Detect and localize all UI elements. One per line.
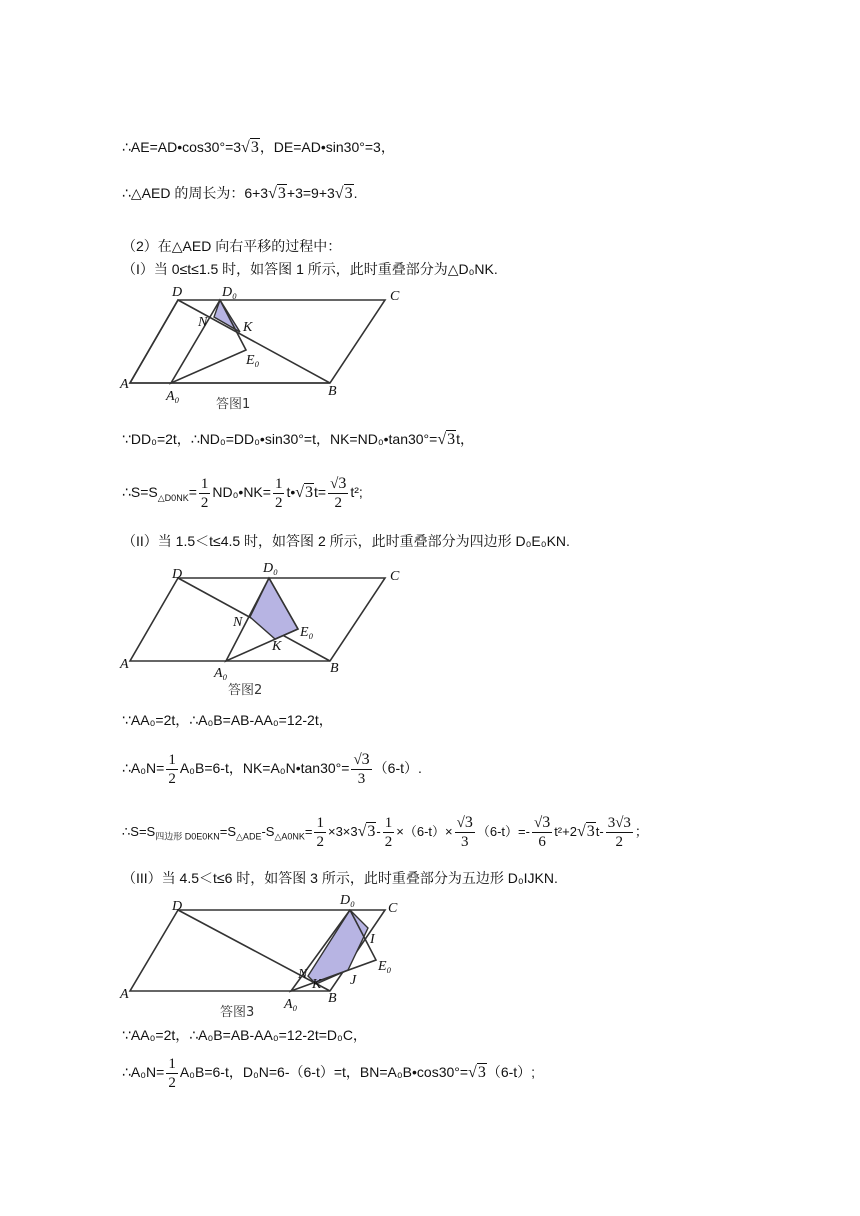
figure-3	[118, 888, 418, 1028]
text: ∴A₀N=	[122, 1064, 165, 1080]
fraction-half: $\frac{1}{2}$	[316, 815, 324, 851]
label-c: C	[390, 289, 400, 304]
overlap-pentagon	[308, 910, 368, 984]
line-ae-de	[122, 137, 395, 158]
label-i: I	[370, 932, 375, 947]
label-k: K	[272, 639, 282, 654]
label-d0: D₀	[263, 561, 278, 576]
label-b: B	[328, 991, 337, 1006]
line-aa0: ∵AA₀=2t，∴A₀B=AB-AA₀=12-2t，	[122, 712, 333, 728]
fraction-half: $\frac{1}{2}$	[168, 1055, 176, 1091]
label-n: N	[198, 315, 208, 330]
label-c: C	[390, 569, 400, 584]
text: t=	[314, 484, 327, 500]
line-area2	[122, 812, 648, 857]
text: （6-t）.	[373, 760, 422, 776]
figure-2	[118, 556, 418, 706]
text: =	[304, 824, 313, 839]
text: -	[376, 824, 381, 839]
label-d: D	[172, 285, 183, 300]
caption: 答图1	[216, 397, 251, 412]
label-e0: E₀	[378, 959, 392, 974]
sqrt-3: √3	[241, 139, 259, 156]
sqrt-3: √3	[576, 823, 595, 840]
fraction-sqrt3-over-6: $\frac{√3}{6}$	[533, 814, 551, 851]
text: t²+2	[554, 824, 577, 839]
text: t•	[286, 484, 296, 500]
line-aa0-case3: ∵AA₀=2t，∴A₀B=AB-AA₀=12-2t=D₀C，	[122, 1027, 367, 1043]
label-d0: D₀	[222, 285, 237, 300]
text: =S	[219, 824, 237, 839]
line-perimeter	[122, 183, 357, 204]
label-n: N	[233, 615, 243, 630]
label-a: A	[120, 657, 129, 672]
subscript: △A0NK	[274, 831, 305, 842]
line-case1: （I）当 0≤t≤1.5 时，如答图 1 所示，此时重叠部分为△D₀NK.	[122, 261, 498, 277]
fraction-half: $\frac{1}{2}$	[384, 815, 393, 851]
fraction-half: $\frac{1}{2}$	[200, 475, 209, 511]
label-d: D	[172, 567, 183, 582]
label-e0: E₀	[300, 625, 314, 640]
label-j: J	[350, 973, 357, 988]
line-part2: （2）在△AED 向右平移的过程中：	[122, 238, 342, 254]
text: ×（6-t）×	[396, 824, 453, 839]
text: （6-t）;	[486, 1064, 536, 1080]
text: ∴AE=AD•cos30°=3	[122, 139, 242, 155]
label-c: C	[388, 901, 398, 916]
text: ND₀•NK=	[212, 484, 271, 500]
text: ∴△AED 的周长为：6+3	[122, 185, 269, 201]
line-area1	[122, 472, 363, 518]
text: +3=9+3	[286, 185, 335, 201]
label-a0: A₀	[284, 997, 298, 1012]
line-case2: （II）当 1.5＜t≤4.5 时，如答图 2 所示，此时重叠部分为四边形 D₀E₀KN.	[122, 533, 570, 549]
sqrt-3: √3	[295, 484, 314, 501]
fraction-sqrt3-over-2: $\frac{√3}{2}$	[330, 474, 347, 511]
fraction-half: $\frac{1}{2}$	[168, 751, 176, 787]
label-e0: E₀	[246, 353, 260, 368]
text: ∵DD₀=2t，∴ND₀=DD₀•sin30°=t，NK=ND₀•tan30°=	[122, 431, 438, 447]
sqrt-3: √3	[334, 185, 353, 202]
text: ，DE=AD•sin30°=3，	[259, 139, 395, 155]
fraction-half: $\frac{1}{2}$	[274, 475, 283, 511]
subscript: △D0NK	[157, 492, 189, 503]
parallelogram	[130, 300, 385, 383]
fraction-sqrt3-over-3: $\frac{√3}{3}$	[353, 750, 370, 787]
text: t-	[595, 824, 604, 839]
triangle-aed	[130, 300, 330, 383]
line-dd0	[122, 429, 474, 450]
text: t，	[456, 431, 475, 447]
label-k: K	[243, 320, 253, 335]
label-d: D	[172, 899, 183, 914]
text: ×3×3	[327, 824, 358, 839]
text: ∴S=S	[122, 484, 158, 500]
caption: 答图3	[220, 1005, 255, 1020]
label-b: B	[328, 384, 337, 399]
text: -S	[261, 824, 275, 839]
figure-1	[118, 280, 418, 420]
label-a0: A₀	[214, 666, 228, 681]
sqrt-3: √3	[268, 185, 286, 202]
text: A₀B=6-t，NK=A₀N•tan30°=	[179, 760, 350, 776]
caption: 答图2	[228, 683, 263, 698]
line-a0n	[122, 748, 422, 788]
text: ；	[634, 824, 648, 839]
subscript: 四边形 D0E0KN	[155, 831, 220, 842]
text: （6-t）=-	[476, 824, 530, 839]
text: .	[353, 185, 358, 201]
line-case3: （III）当 4.5＜t≤6 时，如答图 3 所示，此时重叠部分为五边形 D₀IJKN.	[122, 870, 558, 886]
label-a: A	[120, 377, 129, 392]
sqrt-3: √3	[437, 431, 456, 448]
text: t²;	[350, 484, 363, 500]
fraction-sqrt3-over-3: $\frac{√3}{3}$	[456, 814, 473, 851]
label-b: B	[330, 661, 339, 676]
label-a0: A₀	[166, 389, 180, 404]
label-k: K	[312, 977, 322, 992]
text: A₀B=6-t，D₀N=6-（6-t）=t，BN=A₀B•cos30°=	[179, 1064, 469, 1080]
sqrt-3: √3	[468, 1064, 486, 1081]
text: ∴A₀N=	[122, 760, 165, 776]
line-bn	[122, 1052, 535, 1093]
sqrt-3: √3	[357, 823, 376, 840]
label-a: A	[120, 987, 129, 1002]
text: ∴S=S	[122, 824, 156, 839]
subscript: △ADE	[236, 831, 262, 842]
fraction-3sqrt3-over-2: $\frac{3√3}{2}$	[607, 815, 631, 851]
label-n: N	[298, 967, 308, 982]
text: =	[188, 484, 197, 500]
label-d0: D₀	[340, 893, 355, 908]
